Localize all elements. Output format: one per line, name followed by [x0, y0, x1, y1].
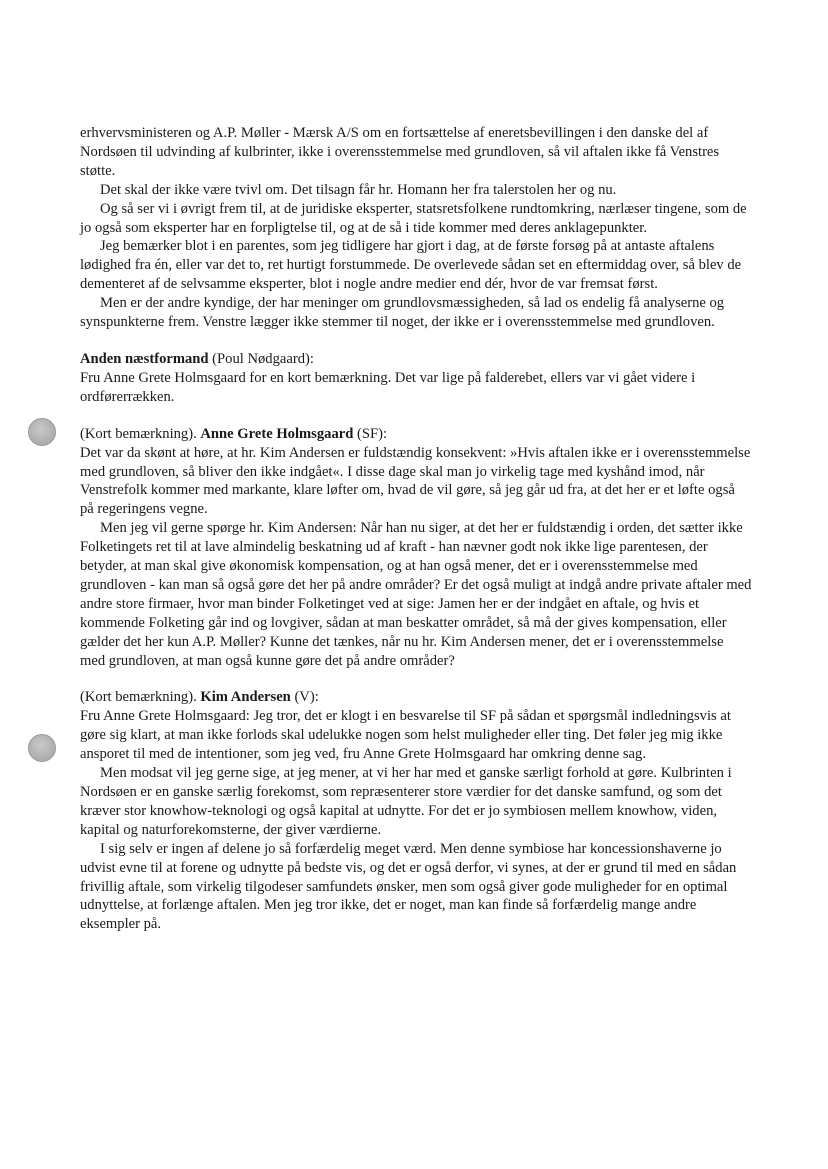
speaker-heading — [80, 688, 752, 707]
speaker-heading — [80, 425, 752, 444]
paragraph: Men er der andre kyndige, der har meninger om grundlovsmæssigheden, så lad os endelig få analyserne og synspunkterne frem. Venstre lægger ikke stemmer til noget, der ikke er i overensstemmelse med grundloven. — [80, 295, 725, 331]
paragraph: Fru Anne Grete Holmsgaard: Jeg tror, det er klogt i en besvarelse til SF på sådan et spørgsmål indledningsvis at gøre sig klart, at man ikke forlods skal udelukke nogen som helst muligheder eller ting. Det føler jeg mig ikke ansporet til med de intentioner, som jeg ved, fru Anne Grete Holmsgaard har omkring denne sag. — [80, 708, 731, 763]
paragraph: I sig selv er ingen af delene jo så forfærdelig meget værd. Men denne symbiose har koncessionshaverne jo udvist evne til at forene og udnytte på bedste vis, og det er også derfor, vi synes, at der er grund til med en sådan frivillig aftale, som virkelig tilgodeser samfundets ønsker, men som også giver gode muligheder for en optimal udnyttelse, at forlænge aftalen. Men jeg tror ikke, det er noget, man kan finde så forfærdelig mange andre eksempler på. — [80, 840, 737, 933]
paragraph: Men modsat vil jeg gerne sige, at jeg mener, at vi her har med et ganske særligt forhold at gøre. Kulbrinten i Nordsøen er en ganske særlig forekomst, som repræsenterer store værdier for det danske samfund, og som det kræver stor knowhow-teknologi og også kapital at udnytte. For det er jo symbiosen mellem knowhow, viden, kapital og naturforekomsterne, der giver værdierne. — [80, 765, 732, 838]
paragraph: erhvervsministeren og A.P. Møller - Mærsk A/S om en fortsættelse af eneretsbevillingen i den danske del af Nordsøen til udvinding af kulbrinter, ikke i overensstemmelse med grundloven, så vil aftalen ikke få Venstres støtte. — [80, 125, 720, 179]
document-page — [80, 124, 752, 934]
paragraph: Og så ser vi i øvrigt frem til, at de juridiske eksperter, statsretsfolkene rundtomkring, nærlæser tingene, som de jo også som eksperter har en forpligtelse til, og at de så i tide kommer med deres anklagepunkter. — [80, 200, 747, 236]
speaker-name: Kim Andersen — [200, 689, 291, 706]
speech-block — [80, 350, 752, 407]
punch-hole-top — [28, 418, 56, 446]
speaker-prefix: (Kort bemærkning). — [80, 425, 201, 442]
speaker-suffix: (Poul Nødgaard): — [208, 350, 314, 367]
punch-hole-bottom — [28, 734, 56, 762]
paragraph: Fru Anne Grete Holmsgaard for en kort bemærkning. Det var lige på falderebet, ellers var vi gået videre i ordførerrækken. — [80, 369, 696, 405]
speaker-suffix: (V): — [290, 689, 319, 706]
paragraph: Det var da skønt at høre, at hr. Kim Andersen er fuldstændig konsekvent: »Hvis aftalen ikke er i overensstemmelse med grundloven, så bliver den ikke indgået«. I disse dage skal man jo virkelig tage med kyshånd imod, når Venstrefolk kommer med markante, klare løfter om, hvad de vil gøre, så jeg går ud fra, at det her er et løfte også på regeringens vegne. — [80, 444, 751, 518]
speech-block — [80, 425, 752, 671]
speech-block — [80, 688, 752, 934]
speaker-name: Anden næstformand — [80, 350, 209, 367]
paragraph: Det skal der ikke være tvivl om. Det tilsagn får hr. Homann her fra talerstolen her og nu. — [100, 181, 617, 198]
speaker-name: Anne Grete Holmsgaard — [200, 425, 354, 442]
speaker-heading — [80, 350, 752, 369]
paragraph: Men jeg vil gerne spørge hr. Kim Andersen: Når han nu siger, at det her er fuldstændig i orden, det sætter ikke Folketingets ret til at lave almindelig beskatning ud af kraft - han nævner godt nok ikke lige parentesen, der betyder, at man skal give økonomisk kompensation, og at han også mener, det er i overensstemmelse med grundloven - kan man så også gøre det her på andre områder? Er det også muligt at indgå andre private aftaler med andre store firmaer, hvor man binder Folketinget ved at sige: Jamen her er der indgået en aftale, og hvis et kommende Folketing går ind og lovgiver, sådan at man beskatter området, så må der gives kompensation, eller gælder det her kun A.P. Møller? Kunne det tænkes, når nu hr. Kim Andersen mener, det er i overensstemmelse med grundloven, at man også kunne gøre det på andre områder? — [80, 520, 752, 669]
speaker-suffix: (SF): — [353, 425, 387, 442]
speaker-prefix: (Kort bemærkning). — [80, 689, 201, 706]
opening-speech-continuation — [80, 124, 752, 332]
paragraph: Jeg bemærker blot i en parentes, som jeg tidligere har gjort i dag, at de første forsøg på at antaste aftalens lødighed fra én, eller var det to, ret hurtigt forstummede. De overlevede sådan set en eftermiddag over, så blev de dementeret af de selvsamme eksperter, blot i nogle andre medier end dér, hvor de var fremsat først. — [80, 238, 742, 293]
